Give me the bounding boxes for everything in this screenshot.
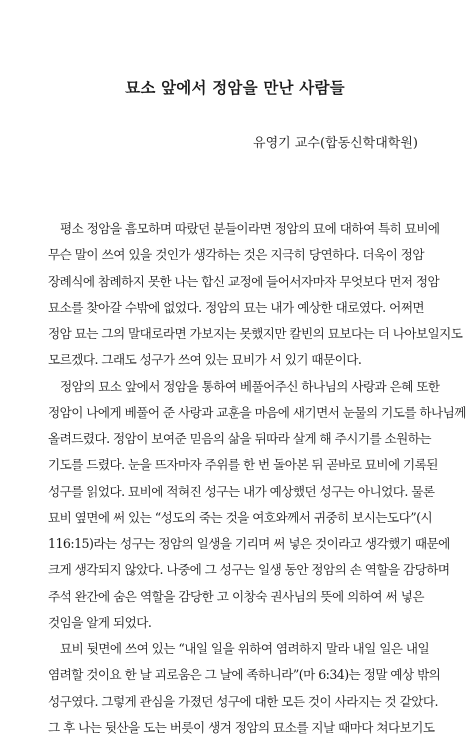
text-line: 묘소를 찾아갈 수밖에 없었다. 정암의 묘는 내가 예상한 대로였다. 어쩌면 [48,299,424,315]
text-line: 성구를 읽었다. 묘비에 적혀진 성구는 내가 예상했던 성구는 아니었다. 물론 [48,483,435,499]
paragraph-2 [48,374,466,637]
text-line: 정암의 묘소 앞에서 정암을 통하여 베풀어주신 하나님의 사랑과 은혜 또한 [60,378,440,394]
text-line: 장례식에 참례하지 못한 나는 합신 교정에 들어서자마자 무엇보다 먼저 정암 [48,273,440,289]
text-line: 염려할 것이요 한 날 괴로움은 그 날에 족하니라”(마 6:34)는 정말 예상 밖의 [48,667,441,683]
text-line: 크게 생각되지 않았다. 나중에 그 성구는 일생 동안 정암의 손 역할을 감당하며 [48,562,450,578]
text-line: 기도를 드렸다. 눈을 뜨자마자 주위를 한 번 돌아본 뒤 곧바로 묘비에 기록된 [48,457,438,473]
text-line: 정암 묘는 그의 말대로라면 가보지는 못했지만 칼빈의 묘보다는 더 나아보일지도 [48,326,463,341]
text-line: 올려드렸다. 정암이 보여준 믿음의 삶을 뒤따라 살게 해 주시기를 소원하는 [48,431,431,446]
text-line: 116:15)라는 성구는 정암의 일생을 기리며 써 넣은 것이라고 생각했기 때문에 [48,536,450,551]
text-line: 그 후 나는 뒷산을 도는 버릇이 생겨 정암의 묘소를 지날 때마다 쳐다보기도 [48,719,435,735]
paragraph-3 [48,636,441,741]
author-byline: 유영기 교수(합동신학대학원) [253,136,418,151]
page-title: 묘소 앞에서 정암을 만난 사람들 [125,78,345,97]
text-line: 묘비 옆면에 써 있는 “성도의 죽는 것을 여호와께서 귀중히 보시는도다”(시 [48,509,433,525]
paragraph-1 [48,216,463,374]
text-line: 정암이 나에게 베풀어 준 사랑과 교훈을 마음에 새기면서 눈물의 기도를 하나님께 [48,404,466,420]
text-line: 것임을 알게 되었다. [48,614,152,630]
text-line: 무슨 말이 쓰여 있을 것인가 생각하는 것은 지극히 당연하다. 더욱이 정암 [48,247,424,263]
text-line: 묘비 뒷면에 쓰여 있는 “내일 일을 위하여 염려하지 말라 내일 일은 내일 [60,641,430,656]
text-line: 모르겠다. 그래도 성구가 쓰여 있는 묘비가 서 있기 때문이다. [48,352,362,368]
text-line: 평소 정암을 흠모하며 따랐던 분들이라면 정암의 묘에 대하여 특히 묘비에 [60,221,440,236]
body-text [48,216,466,741]
text-line: 성구였다. 그렇게 관심을 가졌던 성구에 대한 모든 것이 사라지는 것 같았다. [48,693,438,709]
text-line: 주석 완간에 숨은 역할을 감당한 고 이창숙 권사님의 뜻에 의하여 써 넣은 [48,588,424,604]
